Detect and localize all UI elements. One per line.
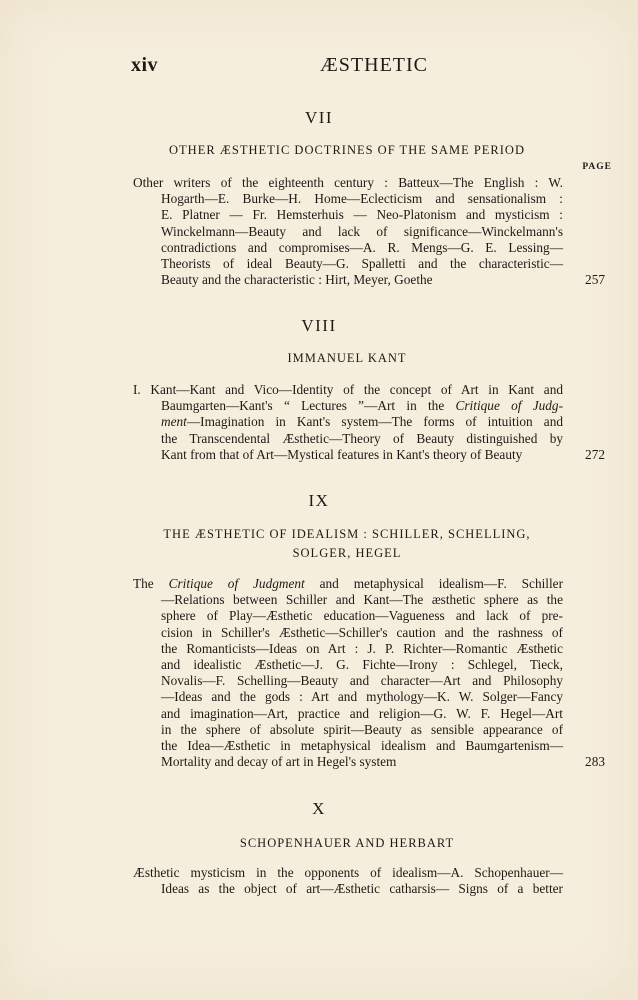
entry-line: —Relations between Schiller and Kant—The æsthetic sphere as the — [161, 592, 563, 608]
entry-line: Ideas as the object of art—Æsthetic catharsis— Signs of a better — [161, 881, 563, 897]
entry-line: and idealistic Æsthetic—J. G. Fichte—Irony : Schlegel, Tieck, — [161, 657, 563, 673]
entry-page-number: 283 — [585, 754, 605, 769]
entry-line: cision in Schiller's Æsthetic—Schiller's caution and the rashness of — [161, 624, 563, 640]
entry-line: Other writers of the eighteenth century : Batteux—The English : W. — [133, 175, 563, 190]
chapter-numeral-x: X — [312, 799, 326, 818]
entry-line: Baumgarten—Kant's “ Lectures ”—Art in the Critique of Judg- — [161, 398, 563, 414]
page-column-label: PAGE — [582, 162, 612, 172]
toc-entry-vii — [133, 175, 563, 288]
chapter-title-line: OTHER ÆSTHETIC DOCTRINES OF THE SAME PERIOD — [169, 143, 525, 157]
entry-line: the Transcendental Æsthetic—Theory of Beauty distinguished by — [161, 430, 563, 446]
entry-page-number: 257 — [585, 272, 605, 287]
chapter-title-viii — [133, 349, 561, 368]
chapter-title-x — [133, 834, 561, 853]
entry-page-number: 272 — [585, 447, 605, 462]
chapter-title-line: THE ÆSTHETIC OF IDEALISM : SCHILLER, SCHELLING, — [163, 527, 531, 541]
entry-line: I. Kant—Kant and Vico—Identity of the concept of Art in Kant and — [133, 382, 563, 397]
chapter-title-line: SOLGER, HEGEL — [292, 546, 402, 560]
page-number: xiv — [131, 54, 159, 76]
entry-line: Hogarth—E. Burke—H. Home—Eclecticism and sensationalism : — [161, 191, 563, 207]
chapter-numeral-vii: VII — [304, 108, 334, 127]
entry-line: The Critique of Judgment and metaphysical idealism—F. Schiller — [133, 576, 564, 591]
entry-line: Mortality and decay of art in Hegel's system — [161, 754, 397, 770]
chapter-numeral-viii: VIII — [301, 316, 337, 335]
entry-line: E. Platner — Fr. Hemsterhuis — Neo-Platonism and mysticism : — [161, 207, 563, 223]
entry-line: ment—Imagination in Kant's system—The forms of intuition and — [161, 414, 563, 430]
entry-line: Theorists of ideal Beauty—G. Spalletti and the characteristic— — [161, 256, 563, 272]
toc-entry-x — [133, 865, 563, 897]
entry-line: sphere of Play—Æsthetic education—Vagueness and lack of pre- — [161, 608, 563, 624]
entry-line: in the sphere of absolute spirit—Beauty as sensible appearance of — [161, 721, 563, 737]
entry-line: Winckelmann—Beauty and lack of significance—Winckelmann's — [161, 223, 563, 239]
running-header — [0, 52, 638, 80]
toc-entry-ix — [133, 576, 563, 770]
entry-line: contradictions and compromises—A. R. Mengs—G. E. Lessing— — [161, 239, 563, 255]
entry-line: Æsthetic mysticism in the opponents of idealism—A. Schopenhauer— — [133, 865, 563, 880]
chapter-title-ix — [133, 525, 561, 563]
entry-line: Novalis—F. Schelling—Beauty and character—Art and Philosophy — [161, 673, 563, 689]
entry-line: and imagination—Art, practice and religion—G. W. F. Hegel—Art — [161, 705, 563, 721]
chapter-title-line: IMMANUEL KANT — [287, 351, 407, 365]
toc-entry-viii — [133, 382, 563, 463]
entry-line: the Idea—Æsthetic in metaphysical idealism and Baumgartenism— — [161, 738, 563, 754]
entry-line: Kant from that of Art—Mystical features in Kant's theory of Beauty — [161, 446, 523, 462]
book-title: ÆSTHETIC — [320, 54, 428, 76]
entry-line: —Ideas and the gods : Art and mythology—K. W. Solger—Fancy — [161, 689, 563, 705]
chapter-title-line: SCHOPENHAUER AND HERBART — [239, 836, 455, 850]
entry-line: the Romanticists—Ideas on Art : J. P. Richter—Romantic Æsthetic — [161, 640, 563, 656]
chapter-numeral-ix: IX — [308, 491, 330, 510]
entry-line: Beauty and the characteristic : Hirt, Meyer, Goethe — [161, 272, 433, 288]
chapter-title-vii — [133, 141, 561, 160]
